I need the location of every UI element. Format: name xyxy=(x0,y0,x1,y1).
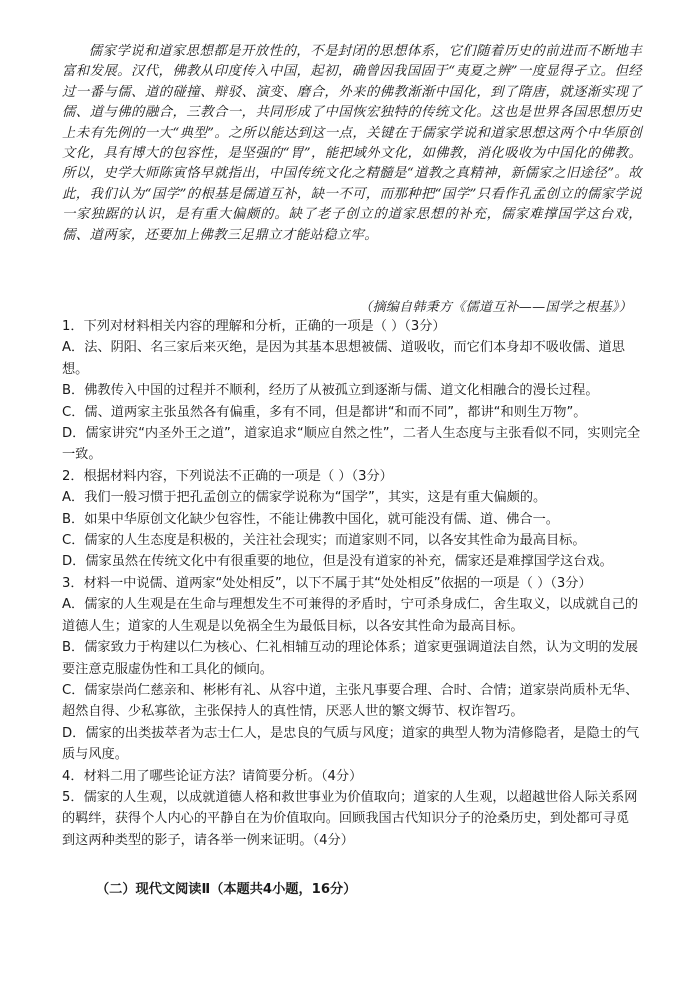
option-d: D．儒家虽然在传统文化中有很重要的地位，但是没有道家的补充，儒家还是难撑国学这台戏。 xyxy=(62,554,613,570)
question-list xyxy=(62,316,642,851)
option-b: B．如果中华原创文化缺少包容性，不能让佛教中国化，就可能没有儒、道、佛合一。 xyxy=(62,511,559,527)
question-1 xyxy=(62,316,642,466)
reading-passage xyxy=(62,42,642,246)
section-heading: （二）现代文阅读Ⅱ（本题共4小题，16分） xyxy=(96,882,357,897)
option-d: D．儒家讲究“内圣外王之道”，道家追求“顺应自然之性”，二者人生态度与主张看似不同，实则完全一致。 xyxy=(62,426,641,463)
option-c: C．儒家崇尚仁慈亲和、彬彬有礼、从容中道，主张凡事要合理、合时、合情；道家崇尚质朴无华、超然自得、少私寡欲，主张保持人的真性情，厌恶人世的繁文缛节、权诈智巧。 xyxy=(62,682,639,720)
question-stem: 5．儒家的人生观，以成就道德人格和救世事业为价值取向；道家的人生观，以超越世俗人际关系网的羁绊，获得个人内心的平静自在为价值取向。回顾我国古代知识分子的沧桑历史，到处都可寻觅到这两种类型的影子，请各举一例来证明。（4分） xyxy=(62,789,638,848)
question-stem: 4．材料二用了哪些论证方法？请简要分析。（4分） xyxy=(62,768,363,784)
passage-paragraph: 儒家学说和道家思想都是开放性的，不是封闭的思想体系，它们随着历史的前进而不断地丰富和发展。汉代，佛教从印度传入中国，起初，确曾因我国固于“夷夏之辨”一度显得孑立。但经过一番与儒、道的碰撞、辩驳、演变、磨合，外来的佛教渐渐中国化，到了隋唐，就逐渐实现了儒、道与佛的融合，三教合一，共同形成了中国恢宏独特的传统文化。这也是世界各国思想历史上未有先例的一大“典型”。之所以能达到这一点，关键在于儒家学说和道家思想这两个中华原创文化，具有博大的包容性，是坚强的“胃”，能把域外文化，如佛教，消化吸收为中国化的佛教。所以，史学大师陈寅恪早就指出，中国传统文化之精髓是“道教之真精神，新儒家之旧途径”。故此，我们认为“国学”的根基是儒道互补，缺一不可，而那种把“国学”只看作孔孟创立的儒家学说一家独踞的认识，是有重大偏颇的。缺了老子创立的道家思想的补充，儒家难撑国学这台戏，儒、道两家，还要加上佛教三足鼎立才能站稳立牢。 xyxy=(62,44,642,243)
question-3 xyxy=(62,573,642,766)
option-a: A．儒家的人生观是在生命与理想发生不可兼得的矛盾时，宁可杀身成仁，舍生取义，以成就自己的道德人生；道家的人生观是以免祸全生为最低目标，以各安其性命为最高目标。 xyxy=(62,597,639,634)
option-b: B．佛教传入中国的过程并不顺利，经历了从被孤立到逐渐与儒、道文化相融合的漫长过程。 xyxy=(62,383,599,399)
question-2 xyxy=(62,466,642,573)
option-c: C．儒家的人生态度是积极的，关注社会现实；而道家则不同，以各安其性命为最高目标。 xyxy=(62,533,586,549)
question-stem: 2．根据材料内容，下列说法不正确的一项是（ ）（3分） xyxy=(62,468,393,484)
question-5 xyxy=(62,787,642,851)
option-d: D．儒家的出类拔萃者为志士仁人，是忠良的气质与风度；道家的典型人物为清修隐者，是隐士的气质与风度。 xyxy=(62,725,640,763)
option-c: C．儒、道两家主张虽然各有偏重，多有不同，但是都讲“和而不同”，都讲“和则生万物”。 xyxy=(62,404,587,420)
option-a: A．我们一般习惯于把孔孟创立的儒家学说称为“国学”，其实，这是有重大偏颇的。 xyxy=(62,490,547,506)
question-stem: 3．材料一中说儒、道两家“处处相反”，以下不属于其“处处相反”依据的一项是（ ）（3分） xyxy=(62,575,592,591)
question-stem: 1．下列对材料相关内容的理解和分析，正确的一项是（ ）（3分） xyxy=(62,319,446,334)
option-a: A．法、阴阳、名三家后来灭绝，是因为其基本思想被儒、道吸收，而它们本身却不吸收儒、道思想。 xyxy=(62,340,625,377)
question-4 xyxy=(62,766,642,787)
passage-source: （摘编自韩秉方《儒道互补——国学之根基》） xyxy=(359,300,632,315)
option-b: B．儒家致力于构建以仁为核心、仁礼相辅互动的理论体系；道家更强调道法自然，认为文明的发展要注意克服虚伪性和工具化的倾向。 xyxy=(62,640,639,677)
